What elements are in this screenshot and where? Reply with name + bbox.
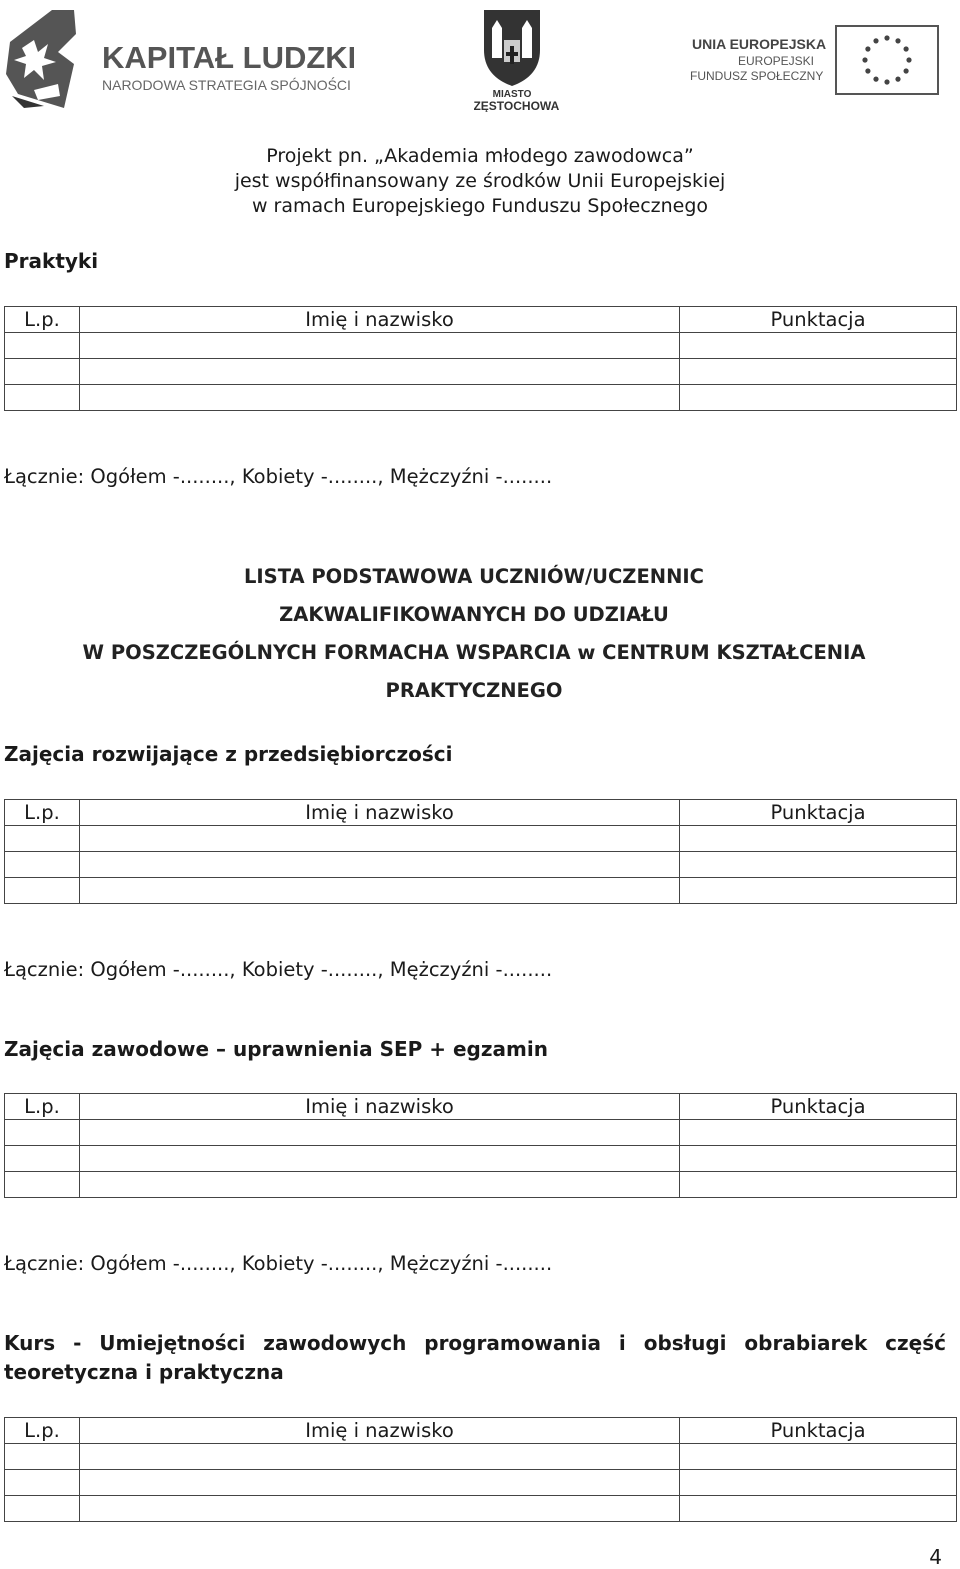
table-row	[5, 1172, 957, 1198]
cell[interactable]	[680, 826, 957, 852]
table-row	[5, 385, 957, 411]
cell[interactable]	[680, 1172, 957, 1198]
table-row	[5, 1146, 957, 1172]
cell[interactable]	[680, 1444, 957, 1470]
eu-star	[884, 35, 889, 40]
section-title-kurs	[4, 1329, 946, 1387]
cell[interactable]	[5, 385, 80, 411]
list-title-line-1: LISTA PODSTAWOWA UCZNIÓW/UCZENNIC	[244, 565, 704, 588]
cell[interactable]	[80, 1172, 680, 1198]
eu-star	[865, 46, 870, 51]
table-row	[5, 1496, 957, 1522]
summary-praktyki: Łącznie: Ogółem -........, Kobiety -........, Mężczyźni -........	[4, 465, 553, 488]
table-row	[5, 1444, 957, 1470]
cell[interactable]	[680, 852, 957, 878]
cell[interactable]	[80, 852, 680, 878]
eu-star	[873, 38, 878, 43]
eu-star	[865, 68, 870, 73]
cell[interactable]	[80, 1496, 680, 1522]
list-title-line-4: PRAKTYCZNEGO	[385, 679, 563, 702]
table-row	[5, 359, 957, 385]
cell[interactable]	[5, 1120, 80, 1146]
cell[interactable]	[80, 385, 680, 411]
summary-sep: Łącznie: Ogółem -........, Kobiety -........, Mężczyźni -........	[4, 1252, 553, 1275]
cell[interactable]	[80, 878, 680, 904]
section-title-praktyki: Praktyki	[4, 249, 99, 273]
table-header-row	[5, 1418, 957, 1444]
cell[interactable]	[5, 359, 80, 385]
logo-center-line2: CZĘSTOCHOWA	[474, 99, 560, 112]
section-title-przedsiebiorczosc: Zajęcia rozwijające z przedsiębiorczości	[4, 742, 453, 766]
header-lp: L.p.	[5, 800, 80, 826]
table-row	[5, 878, 957, 904]
cell[interactable]	[80, 826, 680, 852]
logo-left-title: KAPITAŁ LUDZKI	[102, 40, 354, 75]
intro-line-2: jest współfinansowany ze środków Unii Europejskiej	[234, 170, 726, 192]
intro-line-1: Projekt pn. „Akademia młodego zawodowca”	[266, 145, 694, 167]
logo-left-subtitle: NARODOWA STRATEGIA SPÓJNOŚCI	[102, 77, 351, 93]
header-score: Punktacja	[680, 800, 957, 826]
table-header-row	[5, 1094, 957, 1120]
cell[interactable]	[5, 1172, 80, 1198]
cell[interactable]	[680, 385, 957, 411]
header-name: Imię i nazwisko	[80, 1418, 680, 1444]
eu-star	[895, 38, 900, 43]
list-title-line-3: W POSZCZEGÓLNYCH FORMACHA WSPARCIA w CENTRUM KSZTAŁCENIA	[82, 641, 866, 664]
summary-przedsiebiorczosc: Łącznie: Ogółem -........, Kobiety -........, Mężczyźni -........	[4, 958, 553, 981]
eu-star	[906, 57, 911, 62]
table-header-row	[5, 800, 957, 826]
table-row	[5, 333, 957, 359]
eu-star	[895, 77, 900, 82]
cell[interactable]	[5, 333, 80, 359]
table-przedsiebiorczosc	[4, 799, 957, 904]
cell[interactable]	[680, 333, 957, 359]
cell[interactable]	[5, 852, 80, 878]
czestochowa-logo	[474, 6, 566, 112]
cell[interactable]	[5, 1444, 80, 1470]
cell[interactable]	[80, 333, 680, 359]
cell[interactable]	[680, 359, 957, 385]
table-sep	[4, 1093, 957, 1198]
logo-right-line2: EUROPEJSKI	[738, 54, 815, 68]
cell[interactable]	[80, 359, 680, 385]
kurs-title-line-2: teoretyczna i praktyczna	[4, 1360, 284, 1384]
table-praktyki	[4, 306, 957, 411]
cell[interactable]	[5, 1470, 80, 1496]
page-number: 4	[929, 1545, 942, 1569]
header-name: Imię i nazwisko	[80, 307, 680, 333]
table-header-row	[5, 307, 957, 333]
logo-center-line1: MIASTO	[492, 89, 532, 100]
cell[interactable]	[680, 1470, 957, 1496]
table-row	[5, 852, 957, 878]
table-row	[5, 1120, 957, 1146]
eu-stars-icon	[862, 35, 911, 84]
unia-europejska-logo	[686, 22, 944, 100]
cell[interactable]	[680, 878, 957, 904]
eu-star	[884, 79, 889, 84]
header-score: Punktacja	[680, 1094, 957, 1120]
logo-right-line3: FUNDUSZ SPOŁECZNY	[690, 69, 824, 83]
cell[interactable]	[80, 1146, 680, 1172]
table-kurs	[4, 1417, 957, 1522]
logo-right-line1: UNIA EUROPEJSKA	[692, 36, 827, 52]
intro-line-3: w ramach Europejskiego Funduszu Społecznego	[251, 195, 709, 217]
cell[interactable]	[680, 1120, 957, 1146]
eu-star	[904, 68, 909, 73]
cell[interactable]	[5, 826, 80, 852]
header-lp: L.p.	[5, 1094, 80, 1120]
header-name: Imię i nazwisko	[80, 800, 680, 826]
cell[interactable]	[5, 1146, 80, 1172]
cell[interactable]	[80, 1470, 680, 1496]
kapital-ludzki-logo	[4, 4, 354, 114]
table-row	[5, 826, 957, 852]
cell[interactable]	[80, 1444, 680, 1470]
header-lp: L.p.	[5, 1418, 80, 1444]
table-row	[5, 1470, 957, 1496]
cell[interactable]	[5, 1496, 80, 1522]
list-title-line-2: ZAKWALIFIKOWANYCH DO UDZIAŁU	[279, 603, 669, 626]
header-lp: L.p.	[5, 307, 80, 333]
cell[interactable]	[5, 878, 80, 904]
cell[interactable]	[80, 1120, 680, 1146]
cell[interactable]	[680, 1146, 957, 1172]
eu-star	[904, 46, 909, 51]
eu-star	[862, 57, 867, 62]
cell[interactable]	[680, 1496, 957, 1522]
header-score: Punktacja	[680, 307, 957, 333]
eu-star	[873, 77, 878, 82]
kurs-title-line-1: Kurs - Umiejętności zawodowych programowania i obsługi obrabiarek część	[4, 1331, 946, 1355]
header-score: Punktacja	[680, 1418, 957, 1444]
section-title-sep: Zajęcia zawodowe – uprawnienia SEP + egzamin	[4, 1037, 548, 1061]
header-name: Imię i nazwisko	[80, 1094, 680, 1120]
